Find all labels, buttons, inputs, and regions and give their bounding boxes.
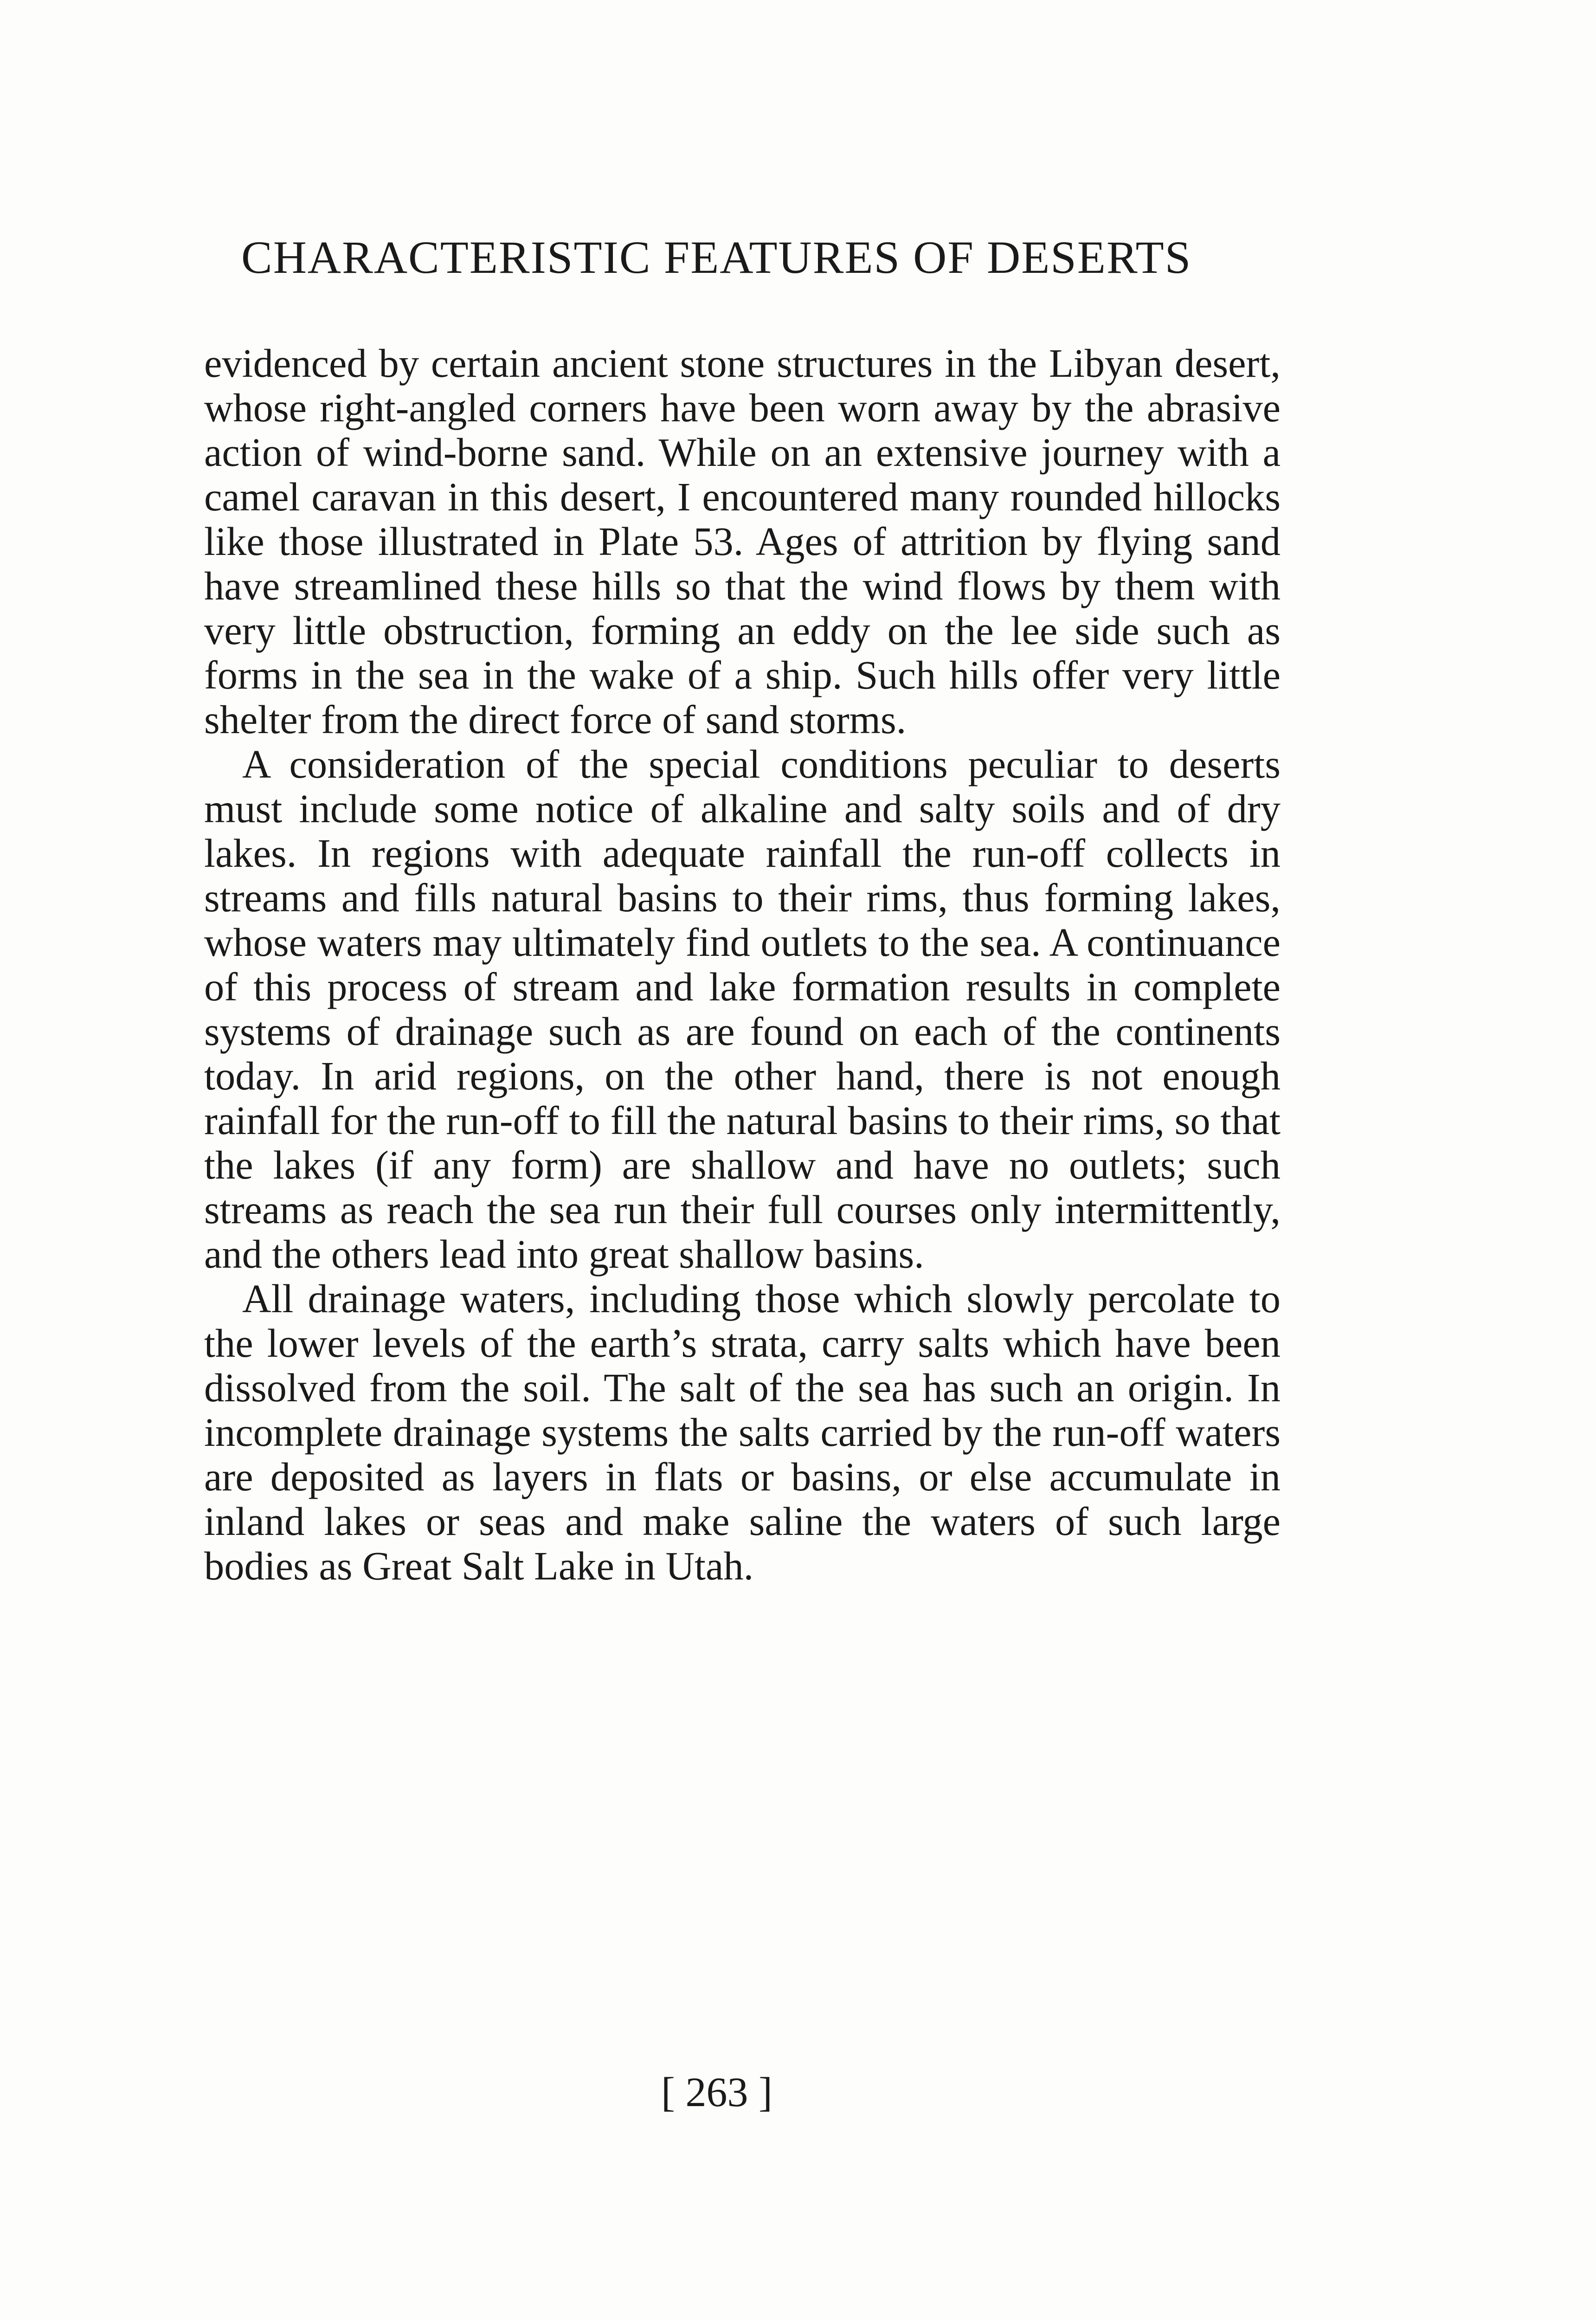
- running-head: CHARACTERISTIC FEATURES OF DESERTS: [241, 232, 1192, 283]
- paragraph-3: All drainage waters, including those which slowly percolate to the lower levels of the earth’s strata, carry salts which have been dissolved from the soil. The salt of the sea has such an origin. In incomplete drainage systems the salts carried by the run-off waters are deposited as layers in flats or basins, or else accumulate in inland lakes or seas and make saline the waters of such large bodies as Great Salt Lake in Utah.: [204, 1276, 1281, 1588]
- paragraph-1: evidenced by certain ancient stone structures in the Libyan desert, whose right-angled corners have been worn away by the abrasive action of wind-borne sand. While on an extensive journey with a camel caravan in this desert, I encountered many rounded hillocks like those illustrated in Plate 53. Ages of attrition by flying sand have streamlined these hills so that the wind flows by them with very little obstruction, forming an eddy on the lee side such as forms in the sea in the wake of a ship. Such hills offer very little shelter from the direct force of sand storms.: [204, 341, 1281, 742]
- body-text: [204, 341, 1281, 1588]
- paragraph-2: A consideration of the special conditions peculiar to deserts must include some notice of alkaline and salty soils and of dry lakes. In regions with adequate rainfall the run-off collects in streams and fills natural basins to their rims, thus forming lakes, whose waters may ultimately find outlets to the sea. A continuance of this process of stream and lake formation results in complete systems of drainage such as are found on each of the continents today. In arid regions, on the other hand, there is not enough rainfall for the run-off to fill the natural basins to their rims, so that the lakes (if any form) are shallow and have no outlets; such streams as reach the sea run their full courses only intermittently, and the others lead into great shallow basins.: [204, 742, 1281, 1276]
- page-number: [ 263 ]: [661, 2069, 772, 2115]
